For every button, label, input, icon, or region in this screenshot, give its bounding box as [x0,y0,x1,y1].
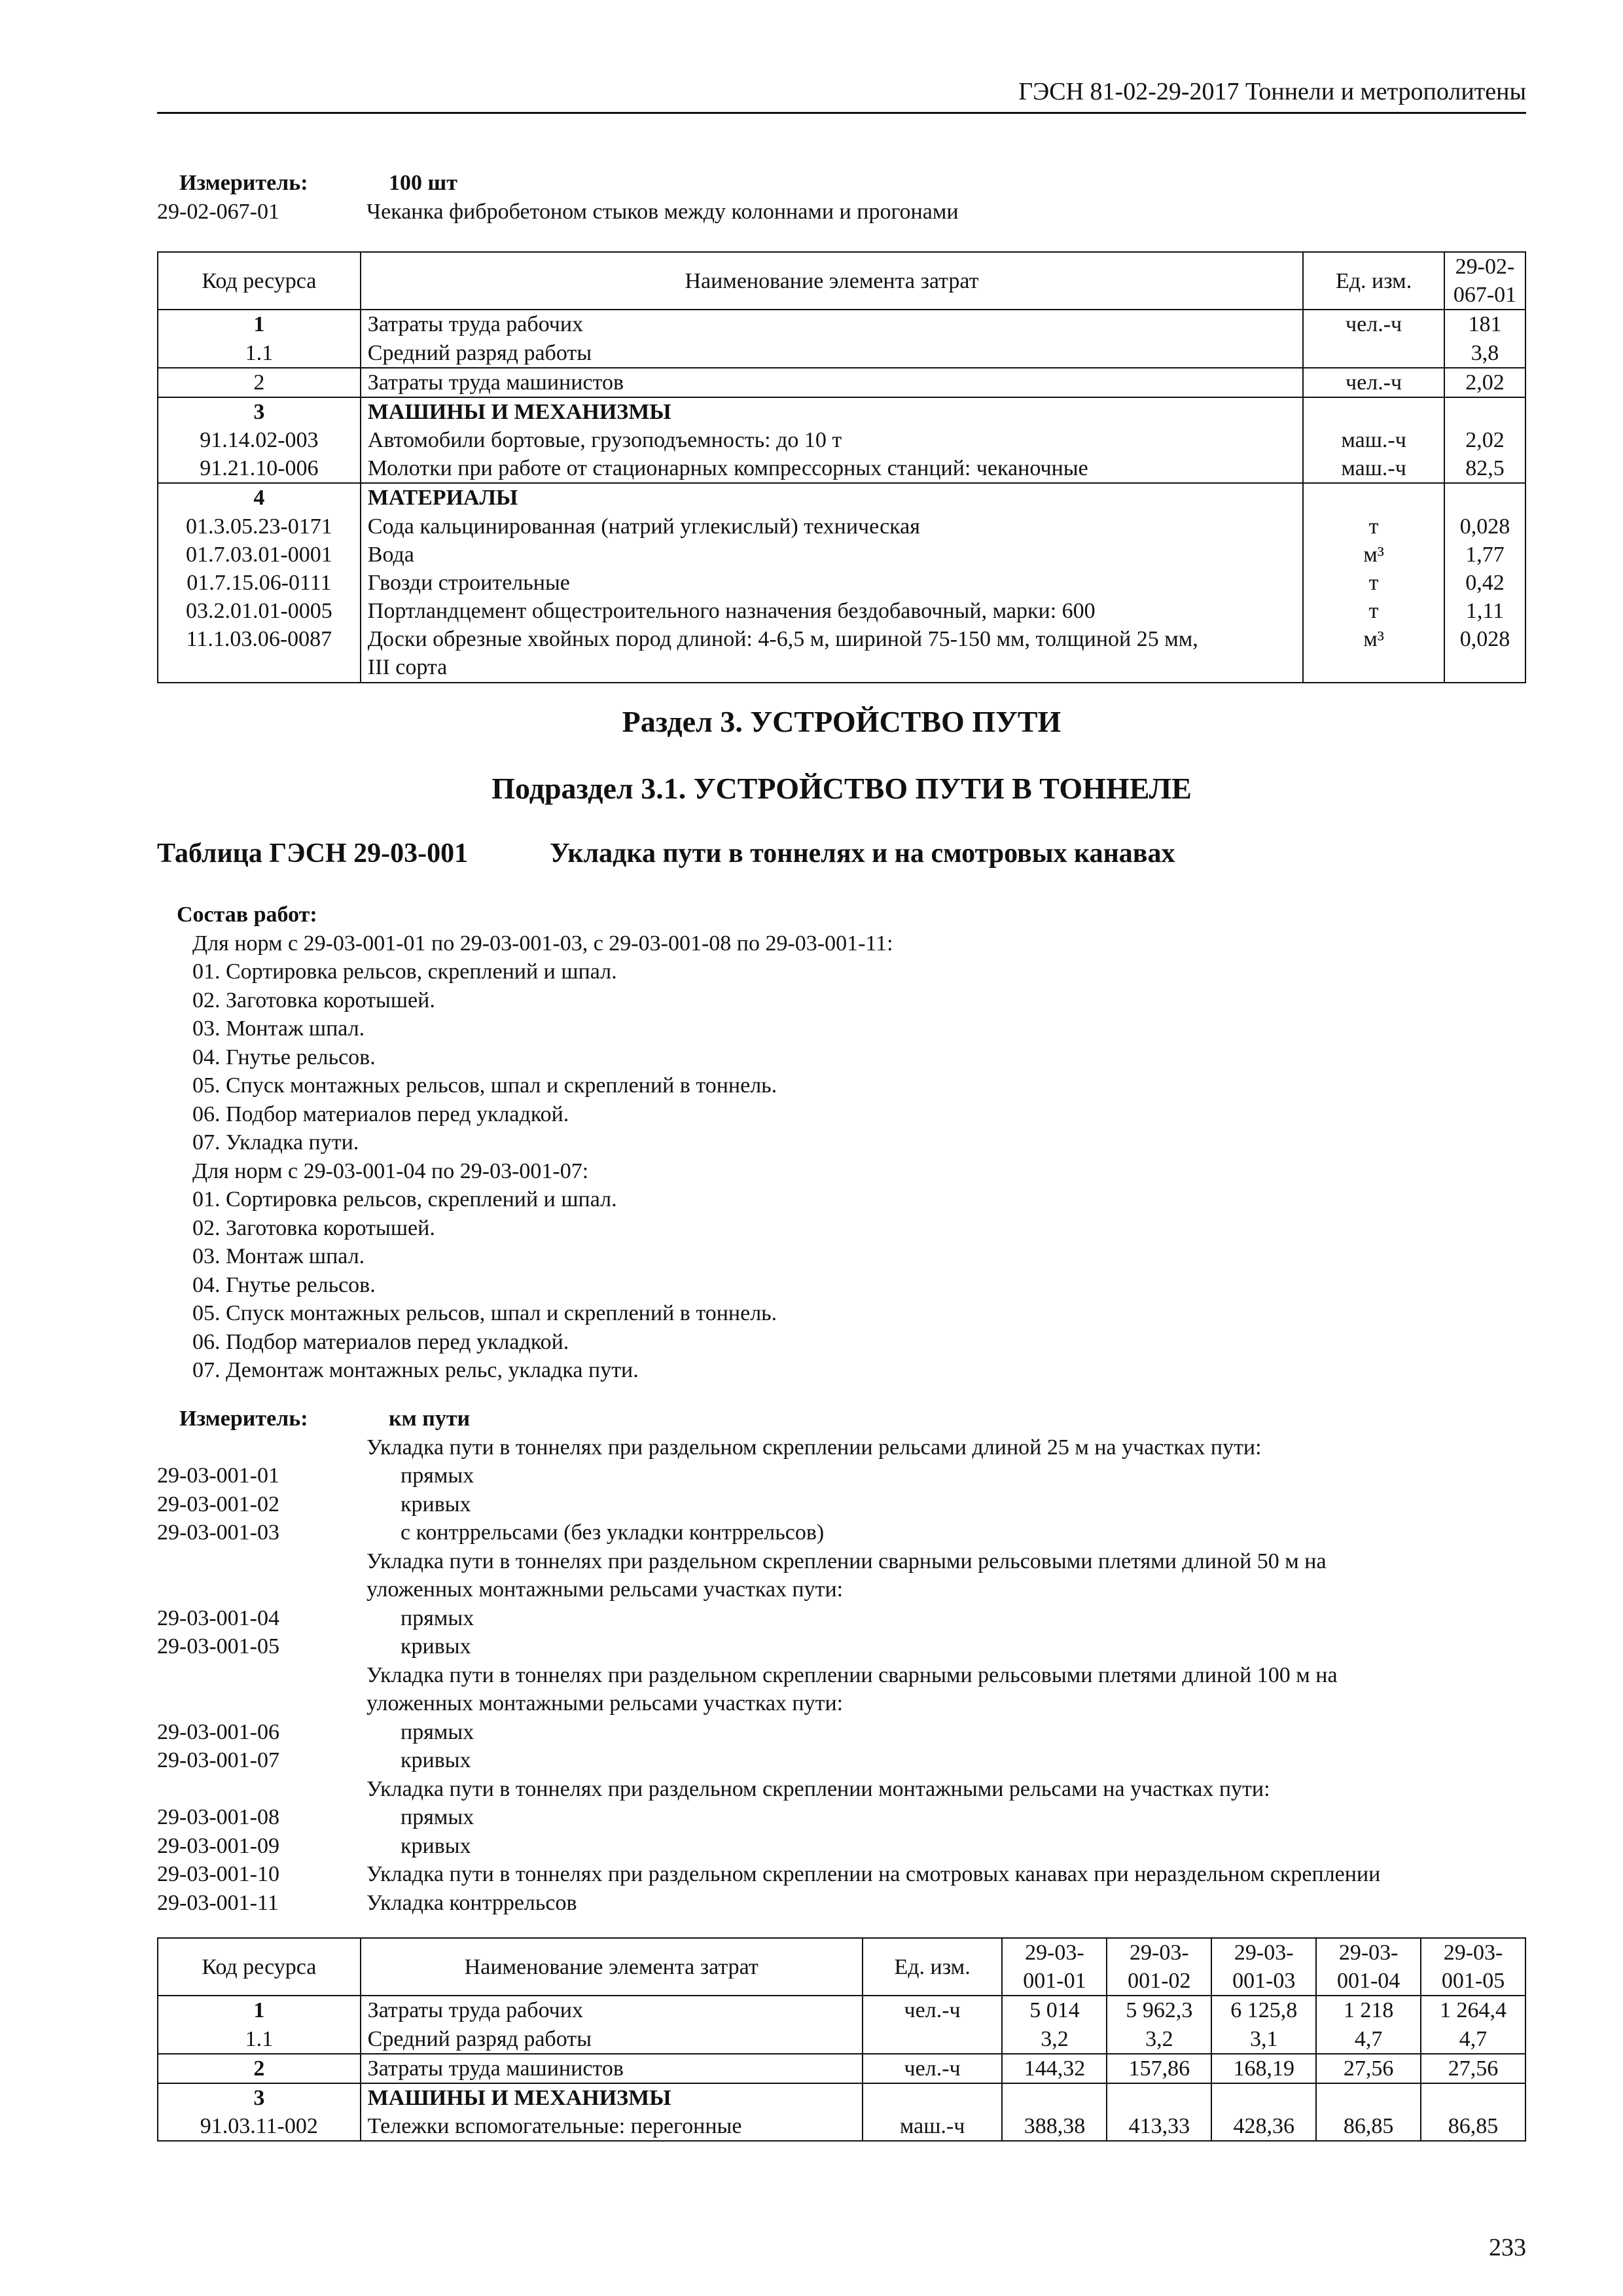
works-list [177,929,1518,1385]
norm-code: 29-02-067-01 [157,199,279,224]
row-code-text: 01.7.15.06-0111 [187,570,332,595]
row-name-text: Тележки вспомогательные: перегонные [367,2114,742,2139]
col-header-norm [1211,1938,1316,1996]
list-item [157,1575,1531,1604]
norm-description: Чеканка фибробетоном стыков между колоннами и прогонами [366,199,959,224]
page-header: ГЭСН 81-02-29-2017 Тоннели и метрополитены [157,76,1526,114]
row-value-text: 168,19 [1233,2056,1294,2081]
row-code: 2 [158,368,361,397]
row-name-text: Средний разряд работы [367,2026,592,2051]
row-name-text: МАШИНЫ И МЕХАНИЗМЫ [367,399,671,424]
norm-header-line: 001-03 [1232,1969,1296,1994]
row-name-text: Затраты труда машинистов [367,2056,624,2081]
list-item [157,1718,1531,1747]
row-value-text: 428,36 [1233,2114,1294,2139]
row-value-text: 1 218 [1343,1998,1394,2023]
row-value [1316,1996,1421,2053]
row-name-text: Средний разряд работы [367,340,592,365]
norm-description: Укладка пути в тоннелях при раздельном скреплении монтажными рельсами на участках пути: [366,1776,1270,1801]
list-item [157,1775,1531,1804]
works-item: 03. Монтаж шпал. [192,1244,365,1269]
row-unit [863,1996,1003,2053]
row-code-text: 1.1 [245,340,274,365]
row-value [1421,1996,1525,2053]
row-value [1002,1996,1107,2053]
row-name [361,397,1303,484]
row-name-text: Портландцемент общестроительного назначения бездобавочный, марки: 600 [367,599,1096,624]
norm-description: Укладка контррельсов [366,1890,577,1915]
row-unit [1303,483,1444,682]
row-code-text: 11.1.03.06-0087 [186,627,332,652]
row-value-text: 86,85 [1448,2114,1499,2139]
norm-description: Укладка пути в тоннелях при раздельном скреплении сварными рельсовыми плетями длиной 50 м на [366,1549,1327,1573]
row-value-text: 5 014 [1029,1998,1080,2023]
norm-description: кривых [401,1748,471,1773]
norm-description: Укладка пути в тоннелях при раздельном скреплении на смотровых канавах при нераздельном скреплении [366,1862,1381,1887]
row-name: Затраты труда машинистов [361,368,1303,397]
row-value [1211,2083,1316,2141]
works-item: 01. Сортировка рельсов, скреплений и шпал. [192,1187,617,1212]
row-value [1444,310,1525,367]
list-item [157,1860,1531,1889]
col-header-unit: Ед. изм. [1303,252,1444,310]
works-composition [177,901,1518,1385]
row-name [361,2083,863,2141]
row-name-text: Вода [367,542,414,567]
list-item [157,1462,1531,1490]
row-value-text: 181 [1468,312,1502,337]
row-value-text: 4,7 [1354,2026,1383,2051]
measure-block-1 [157,169,1531,226]
norm-header-line: 29-03- [1443,1941,1503,1965]
table-row [158,2054,1525,2083]
works-item: Для норм с 29-03-001-01 по 29-03-001-03, с 29-03-001-08 по 29-03-001-11: [192,931,893,956]
norm-description: с контррельсами (без укладки контррельсов) [401,1520,825,1545]
row-value [1211,2054,1316,2083]
works-item: 07. Демонтаж монтажных рельс, укладка пути. [192,1358,639,1383]
row-value-text: 144,32 [1024,2056,1086,2081]
row-code-text: 3 [253,399,265,424]
norm-code: 29-03-001-11 [157,1890,279,1915]
norm-header-line: 001-02 [1128,1969,1191,1994]
works-item: 02. Заготовка коротышей. [192,1215,435,1240]
row-unit [863,2054,1003,2083]
norm-header-line: 29-03- [1234,1941,1294,1965]
list-item [157,1433,1531,1462]
norm-description: уложенных монтажными рельсами участках пути: [366,1691,844,1716]
norm-description: Укладка пути в тоннелях при раздельном скреплении сварными рельсовыми плетями длиной 100 м на [366,1662,1338,1687]
row-code-text: 91.14.02-003 [200,428,319,453]
norm-code [157,1547,366,1576]
row-value-text: 413,33 [1128,2114,1190,2139]
row-name [361,2054,863,2083]
row-code-text: 4 [253,486,265,511]
row-value-text: 3,8 [1471,340,1499,365]
col-header-norm [1002,1938,1107,1996]
row-unit [1303,397,1444,484]
norm-header-line: 29-03- [1338,1941,1399,1965]
row-value-text: 86,85 [1343,2114,1394,2139]
row-name-text: Сода кальцинированная (натрий углекислый) техническая [367,514,920,539]
norm-description: прямых [401,1805,474,1830]
norm-header-line: 001-01 [1023,1969,1086,1994]
col-header-unit: Ед. изм. [863,1938,1003,1996]
norm-header-line1: 29-02- [1455,255,1515,279]
works-item: 05. Спуск монтажных рельсов, шпал и скреплений в тоннель. [192,1073,777,1098]
norm-code: 29-03-001-03 [157,1520,279,1545]
norm-description: прямых [401,1463,474,1488]
row-value [1421,2083,1525,2141]
measure-value: км пути [389,1407,471,1431]
row-code-text: 1 [253,312,265,337]
norm-description: прямых [401,1605,474,1630]
works-item: 04. Гнутье рельсов. [192,1045,376,1069]
row-unit [863,2083,1003,2141]
resource-table-1 [157,251,1526,683]
row-unit-text: маш.-ч [899,2114,965,2139]
norm-code: 29-03-001-02 [157,1492,279,1516]
row-value [1444,397,1525,484]
subsection-title: Подраздел 3.1. УСТРОЙСТВО ПУТИ В ТОННЕЛЕ [491,772,1192,805]
row-unit [1303,310,1444,367]
row-unit-text: т [1368,599,1379,624]
table-title: Укладка пути в тоннелях и на смотровых канавах [550,838,1175,869]
norm-code [157,1661,366,1690]
row-code-text: 91.21.10-006 [200,456,319,481]
measure-label: Измеритель: [179,171,308,195]
norm-header-line: 001-05 [1441,1969,1505,1994]
row-value-text: 1 264,4 [1440,1998,1507,2023]
norm-description: кривых [401,1634,471,1659]
row-code-text: 01.3.05.23-0171 [185,514,332,539]
list-item [157,1832,1531,1861]
row-code [158,2083,361,2141]
table-row [158,1996,1525,2053]
list-item [157,1632,1531,1661]
row-value [1421,2054,1525,2083]
page-number: 233 [1489,2234,1526,2261]
row-value [1211,1996,1316,2053]
row-name-text: Гвозди строительные [367,570,570,595]
works-item: 06. Подбор материалов перед укладкой. [192,1102,569,1126]
row-name-text: Молотки при работе от стационарных компрессорных станций: чеканочные [367,456,1088,481]
row-code-text: 1.1 [245,2026,274,2051]
row-value [1444,483,1525,682]
list-item [157,1604,1531,1633]
row-value-text: 4,7 [1459,2026,1488,2051]
row-value [1316,2083,1421,2141]
norm-header-line: 29-03- [1130,1941,1189,1965]
row-value-text: 3,2 [1145,2026,1173,2051]
measure-value: 100 шт [389,171,457,195]
norm-list [157,1433,1531,1918]
row-value [1002,2083,1107,2141]
row-name-text: III сорта [367,655,448,680]
table-row [158,483,1525,682]
row-value-text: 27,56 [1343,2056,1394,2081]
norm-header-line: 001-04 [1336,1969,1400,1994]
works-item: 06. Подбор материалов перед укладкой. [192,1329,569,1354]
list-item [157,1689,1531,1718]
row-name-text: Автомобили бортовые, грузоподъемность: до 10 т [367,428,842,453]
norm-description: кривых [401,1833,471,1858]
list-item [157,1889,1531,1918]
row-code-text: 01.7.03.01-0001 [185,542,332,567]
row-value-text: 5 962,3 [1126,1998,1193,2023]
row-name-text: МАШИНЫ И МЕХАНИЗМЫ [367,2085,671,2110]
row-unit-text: маш.-ч [1341,428,1406,453]
list-item [157,1661,1531,1690]
col-header-name: Наименование элемента затрат [361,252,1303,310]
row-unit-text: чел.-ч [904,2056,961,2081]
row-value [1107,2083,1211,2141]
works-item: 02. Заготовка коротышей. [192,988,435,1013]
row-value [1316,2054,1421,2083]
norm-code [157,1689,366,1718]
measure-label: Измеритель: [179,1407,308,1431]
table-id: Таблица ГЭСН 29-03-001 [157,838,469,869]
measure-block-2 [157,1405,1531,1917]
list-item [157,1518,1531,1547]
row-unit-text: т [1368,514,1379,539]
table-row [158,310,1525,367]
row-unit-text: маш.-ч [1341,456,1406,481]
norm-code: 29-03-001-04 [157,1605,279,1630]
norm-code: 29-03-001-01 [157,1463,279,1488]
row-value-text: 6 125,8 [1230,1998,1298,2023]
norm-header-line2: 067-01 [1453,283,1517,308]
works-item: 03. Монтаж шпал. [192,1016,365,1041]
row-name-text: Затраты труда рабочих [367,1998,583,2023]
row-code-text: 91.03.11-002 [200,2114,318,2139]
table-row [158,397,1525,484]
works-title: Состав работ: [177,903,317,927]
row-value-text: 82,5 [1465,456,1505,481]
col-header-norm [1421,1938,1525,1996]
row-code [158,397,361,484]
col-header-norm [1444,252,1525,310]
works-item: Для норм с 29-03-001-04 по 29-03-001-07: [192,1158,589,1183]
norm-code: 29-03-001-09 [157,1833,279,1858]
list-item [157,1547,1531,1576]
row-code-text: 03.2.01.01-0005 [185,599,332,624]
list-item [157,1803,1531,1832]
norm-code: 29-03-001-05 [157,1634,279,1659]
row-value [1107,2054,1211,2083]
col-header-code: Код ресурса [158,252,361,310]
norm-code [157,1433,366,1462]
row-value-text: 3,2 [1041,2026,1069,2051]
row-unit-text: м³ [1363,542,1384,567]
row-name [361,1996,863,2053]
works-item: 04. Гнутье рельсов. [192,1272,376,1297]
row-name [361,310,1303,367]
col-header-norm [1107,1938,1211,1996]
row-value-text: 1,11 [1465,599,1505,624]
section-title: Раздел 3. УСТРОЙСТВО ПУТИ [622,705,1061,738]
norm-code: 29-03-001-08 [157,1805,279,1830]
row-value [1107,1996,1211,2053]
row-name-text: Доски обрезные хвойных пород длиной: 4-6,5 м, шириной 75-150 мм, толщиной 25 мм, [367,627,1198,652]
col-header-name: Наименование элемента затрат [361,1938,863,1996]
row-value-text: 0,028 [1459,514,1510,539]
resource-table-2 [157,1937,1526,2142]
row-value-text: 1,77 [1465,542,1505,567]
row-value-text: 3,1 [1250,2026,1278,2051]
norm-code [157,1575,366,1604]
table-heading [157,836,1175,872]
works-item: 05. Спуск монтажных рельсов, шпал и скреплений в тоннель. [192,1301,777,1326]
row-value-text: 0,42 [1465,570,1505,595]
row-value-text: 2,02 [1465,428,1505,453]
table-row [158,2083,1525,2141]
row-code [158,483,361,682]
row-name-text: МАТЕРИАЛЫ [367,486,518,511]
norm-code [157,1775,366,1804]
row-unit: чел.-ч [1303,368,1444,397]
norm-code: 29-03-001-07 [157,1748,279,1773]
list-item [157,1490,1531,1519]
row-name [361,483,1303,682]
row-value [1002,2054,1107,2083]
row-code [158,2054,361,2083]
list-item [157,1746,1531,1775]
norm-code: 29-03-001-06 [157,1719,279,1744]
col-header-norm [1316,1938,1421,1996]
row-code-text: 3 [253,2085,265,2110]
row-unit-text: чел.-ч [1346,312,1402,337]
norm-description: кривых [401,1492,471,1516]
row-value-text: 0,028 [1459,627,1510,652]
row-unit-text: чел.-ч [904,1998,961,2023]
works-item: 07. Укладка пути. [192,1130,359,1155]
row-code-text: 1 [253,1998,265,2023]
row-value: 2,02 [1444,368,1525,397]
table-row [158,368,1525,397]
row-value-text: 388,38 [1024,2114,1086,2139]
row-code-text: 2 [253,2056,265,2081]
works-item: 01. Сортировка рельсов, скреплений и шпал. [192,960,617,984]
row-value-text: 27,56 [1448,2056,1499,2081]
row-name-text: Затраты труда рабочих [367,312,584,337]
row-value-text: 157,86 [1128,2056,1190,2081]
row-code [158,1996,361,2053]
norm-header-line: 29-03- [1025,1941,1084,1965]
row-unit-text: м³ [1363,627,1384,652]
norm-description: прямых [401,1719,474,1744]
col-header-code: Код ресурса [158,1938,361,1996]
norm-description: Укладка пути в тоннелях при раздельном скреплении рельсами длиной 25 м на участках пути: [366,1435,1262,1460]
norm-description: уложенных монтажными рельсами участках пути: [366,1577,844,1602]
row-unit-text: т [1368,570,1379,595]
norm-code: 29-03-001-10 [157,1862,279,1887]
row-code [158,310,361,367]
